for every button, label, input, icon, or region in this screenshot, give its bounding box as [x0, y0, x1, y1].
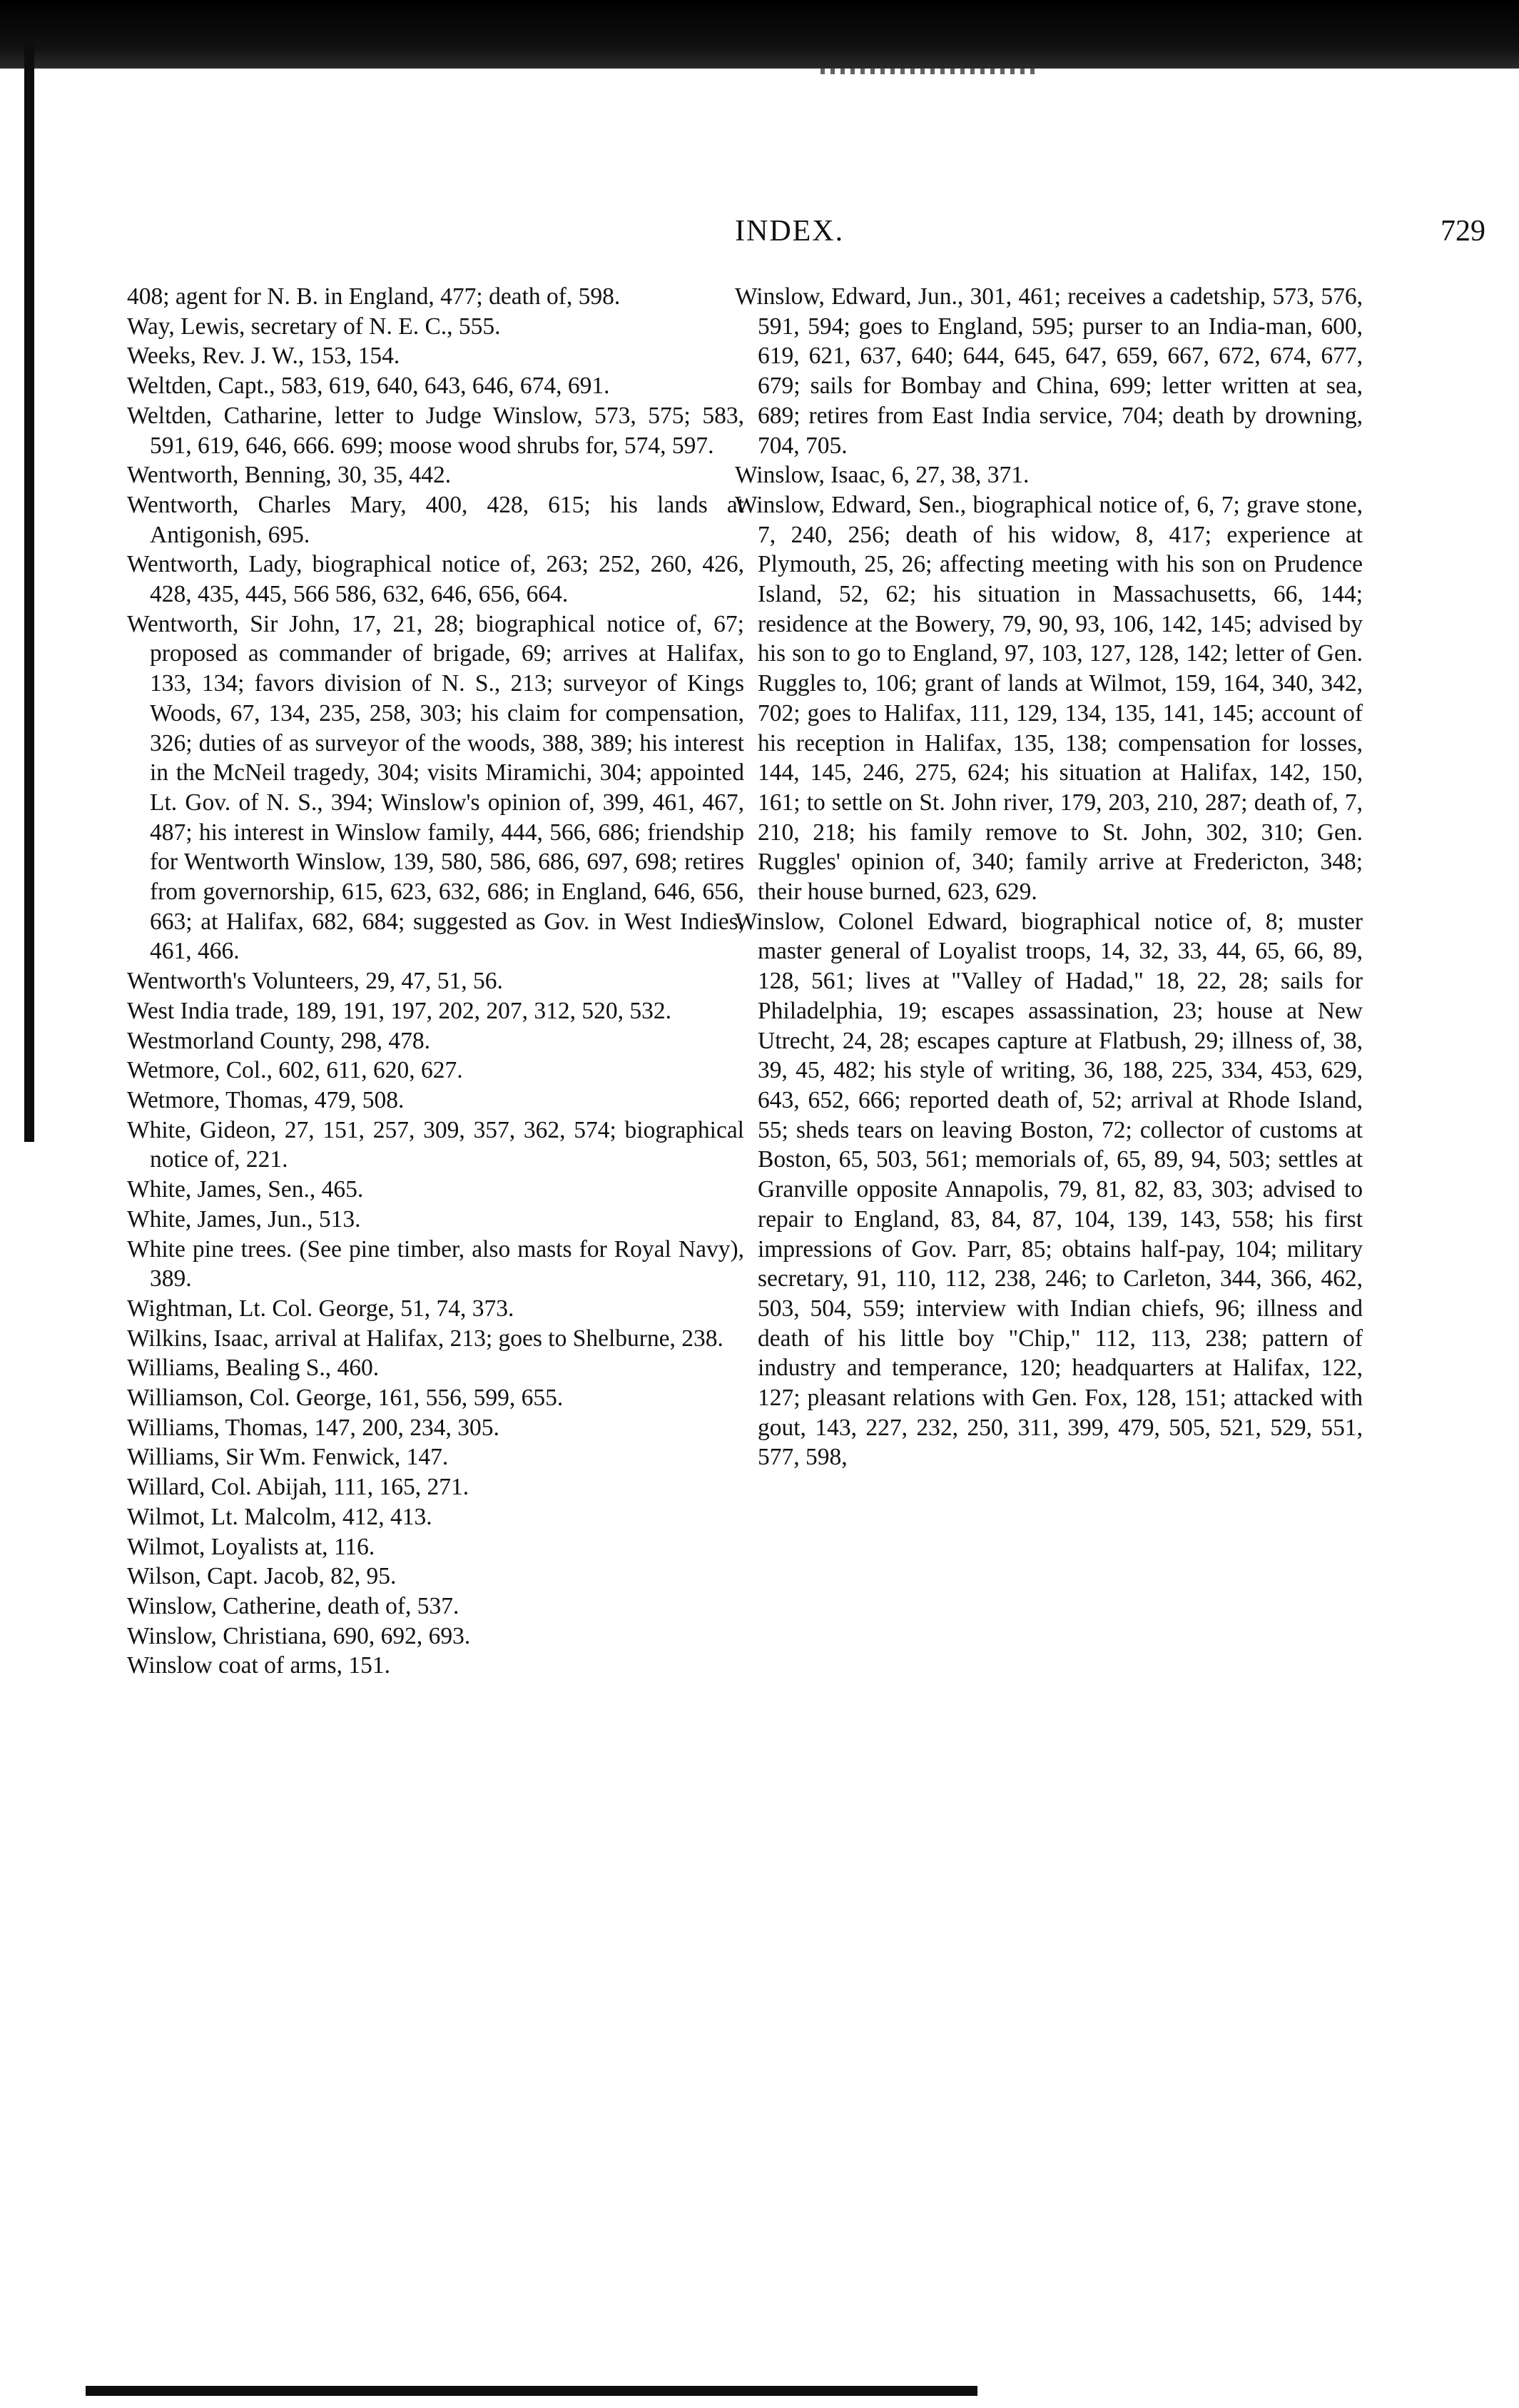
index-entry: West India trade, 189, 191, 197, 202, 207, 312, 520, 532.: [127, 997, 672, 1024]
index-column-left: [127, 282, 744, 1681]
scan-top-border: [0, 0, 1519, 69]
scan-bottom-border: [86, 2386, 977, 2396]
index-entry: White, James, Jun., 513.: [127, 1205, 361, 1233]
index-entry: Wightman, Lt. Col. George, 51, 74, 373.: [127, 1295, 514, 1322]
index-entry: Wilson, Capt. Jacob, 82, 95.: [127, 1563, 397, 1590]
index-entry: Winslow, Colonel Edward, biographical notice of, 8; muster master general of Loyalist troops, 14, 32, 33, 44, 65, 66, 89, 128, 561; lives at "Valley of Hadad," 18, 22, 28; sails for Philadelphia, 19; escapes assassination, 23; house at New Utrecht, 24, 28; escapes capture at Flatbush, 29; illness of, 38, 39, 45, 482; his style of writing, 36, 188, 225, 334, 453, 629, 643, 652, 666; reported death of, 52; arrival at Rhode Island, 55; sheds tears on leaving Boston, 72; collector of customs at Boston, 65, 503, 561; memorials of, 65, 89, 94, 503; settles at Granville opposite Annapolis, 79, 81, 82, 83, 303; advised to repair to England, 83, 84, 87, 104, 139, 143, 558; his first impressions of Gov. Parr, 85; obtains half-pay, 104; military secretary, 91, 110, 112, 238, 246; to Carleton, 344, 366, 462, 503, 504, 559; interview with Indian chiefs, 96; illness and death of his little boy "Chip," 112, 113, 238; pattern of industry and temperance, 120; headquarters at Halifax, 122, 127; pleasant relations with Gen. Fox, 128, 151; attacked with gout, 143, 227, 232, 250, 311, 399, 479, 505, 521, 529, 551, 577, 598,: [735, 908, 1363, 1471]
index-entry: White, Gideon, 27, 151, 257, 309, 357, 362, 574; biographical notice of, 221.: [127, 1116, 744, 1173]
index-entry: Winslow, Edward, Jun., 301, 461; receives a cadetship, 573, 576, 591, 594; goes to England, 595; purser to an India-man, 600, 619, 621, 637, 640; 644, 645, 647, 659, 667, 672, 674, 677, 679; sails for Bombay and China, 699; letter written at sea, 689; retires from East India service, 704; death by drowning, 704, 705.: [735, 283, 1363, 459]
index-entry: Williams, Sir Wm. Fenwick, 147.: [127, 1444, 449, 1471]
index-entry: Wentworth, Charles Mary, 400, 428, 615; his lands at Antigonish, 695.: [127, 491, 744, 548]
index-entry: Williams, Thomas, 147, 200, 234, 305.: [127, 1414, 499, 1441]
index-entry: Weltden, Catharine, letter to Judge Winslow, 573, 575; 583, 591, 619, 646, 666. 699; moose wood shrubs for, 574, 597.: [127, 402, 744, 459]
index-entry: Weeks, Rev. J. W., 153, 154.: [127, 343, 400, 370]
index-entry: Williamson, Col. George, 161, 556, 599, 655.: [127, 1385, 564, 1412]
index-entry: Wetmore, Thomas, 479, 508.: [127, 1086, 405, 1113]
index-entry: White pine trees. (See pine timber, also masts for Royal Navy), 389.: [127, 1235, 744, 1292]
index-entry: Wilmot, Lt. Malcolm, 412, 413.: [127, 1503, 432, 1530]
index-entry: Wentworth, Lady, biographical notice of, 263; 252, 260, 426, 428, 435, 445, 566 586, 632, 646, 656, 664.: [127, 551, 744, 608]
index-entry: Wetmore, Col., 602, 611, 620, 627.: [127, 1057, 463, 1084]
index-entry: Winslow, Catherine, death of, 537.: [127, 1592, 459, 1619]
scan-speckle: [821, 69, 1035, 74]
index-entry: Winslow, Edward, Sen., biographical notice of, 6, 7; grave stone, 7, 240, 256; death of his widow, 8, 417; experience at Plymouth, 25, 26; affecting meeting with his son on Prudence Island, 52, 62; his situation in Massachusetts, 66, 144; residence at the Bowery, 79, 90, 93, 106, 142, 145; advised by his son to go to England, 97, 103, 127, 128, 142; letter of Gen. Ruggles to, 106; grant of lands at Wilmot, 159, 164, 340, 342, 702; goes to Halifax, 111, 129, 134, 135, 141, 145; account of his reception in Halifax, 135, 138; compensation for losses, 144, 145, 246, 275, 624; his situation at Halifax, 142, 150, 161; to settle on St. John river, 179, 203, 210, 287; death of, 7, 210, 218; his family remove to St. John, 302, 310; Gen. Ruggles' opinion of, 340; family arrive at Fredericton, 348; their house burned, 623, 629.: [735, 491, 1363, 906]
index-entry: Winslow, Christiana, 690, 692, 693.: [127, 1622, 471, 1649]
index-entry: Wilmot, Loyalists at, 116.: [127, 1533, 375, 1560]
scan-left-border: [24, 43, 34, 1142]
page-title: INDEX.: [735, 215, 845, 248]
index-entry: Wentworth, Sir John, 17, 21, 28; biographical notice of, 67; proposed as commander of brigade, 69; arrives at Halifax, 133, 134; favors division of N. S., 213; surveyor of Kings Woods, 67, 134, 235, 258, 303; his claim for compensation, 326; duties of as surveyor of the woods, 388, 389; his interest in the McNeil tragedy, 304; visits Miramichi, 304; appointed Lt. Gov. of N. S., 394; Winslow's opinion of, 399, 461, 467, 487; his interest in Winslow family, 444, 566, 686; friendship for Wentworth Winslow, 139, 580, 586, 686, 697, 698; retires from governorship, 615, 623, 632, 686; in England, 646, 656, 663; at Halifax, 682, 684; suggested as Gov. in West Indies, 461, 466.: [127, 610, 744, 965]
index-entry: White, James, Sen., 465.: [127, 1176, 364, 1203]
index-entry: Westmorland County, 298, 478.: [127, 1027, 431, 1054]
index-entry: Willard, Col. Abijah, 111, 165, 271.: [127, 1474, 469, 1501]
index-entry: Weltden, Capt., 583, 619, 640, 643, 646, 674, 691.: [127, 373, 610, 400]
index-column-right: [735, 282, 1363, 1472]
index-entry: Winslow coat of arms, 151.: [127, 1652, 390, 1679]
index-entry: Williams, Bealing S., 460.: [127, 1355, 380, 1382]
index-entry: 408; agent for N. B. in England, 477; death of, 598.: [127, 283, 621, 310]
index-entry: Wentworth, Benning, 30, 35, 442.: [127, 462, 452, 489]
page-number: 729: [1441, 215, 1485, 248]
page-header: [735, 214, 1491, 257]
index-entry: Way, Lewis, secretary of N. E. C., 555.: [127, 313, 501, 340]
index-entry: Winslow, Isaac, 6, 27, 38, 371.: [735, 462, 1030, 489]
index-entry: Wilkins, Isaac, arrival at Halifax, 213; goes to Shelburne, 238.: [127, 1325, 723, 1352]
index-entry: Wentworth's Volunteers, 29, 47, 51, 56.: [127, 968, 503, 995]
